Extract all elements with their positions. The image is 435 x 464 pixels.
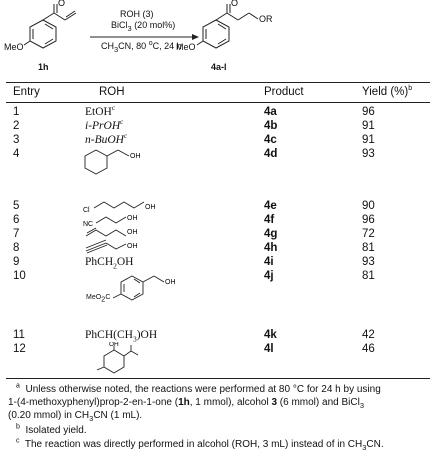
row-12-roh-structure <box>84 342 154 376</box>
row-11-roh: $PhCH(CH_3)OH$ <box>85 329 158 344</box>
row-11-entry: 11 <box>13 329 25 341</box>
row-9-yield: 93 <box>362 256 375 268</box>
header-roh: ROH <box>99 86 125 98</box>
table-header-rule <box>6 102 430 103</box>
reactant-benzene-ring <box>30 20 56 48</box>
row-8-yield: 81 <box>362 242 375 254</box>
header-product: Product <box>264 86 304 98</box>
row-4-product: 4d <box>264 148 278 160</box>
row-9-product: 4i <box>264 256 274 268</box>
svg-text:Cl: Cl <box>83 207 90 214</box>
row-2-entry: 2 <box>13 120 20 132</box>
row-2-roh: i-PrOH$^c$ <box>85 118 124 132</box>
row-7-product: 4g <box>264 228 278 240</box>
reactant-substituent: MeO <box>4 42 24 52</box>
row-12-product: 4l <box>264 343 274 355</box>
row-6-yield: 96 <box>362 214 375 226</box>
product-group: OR <box>259 14 273 24</box>
row-11-yield: 42 <box>362 329 375 341</box>
header-yield: Yield (%)$^b$ <box>362 85 413 98</box>
row-4-roh-structure <box>82 146 162 180</box>
table-bottom-rule <box>6 378 430 379</box>
row-10-entry: 10 <box>13 270 26 282</box>
row-12-yield: 46 <box>362 343 375 355</box>
reactant-label: 1h <box>38 62 49 72</box>
row-11-product: 4k <box>264 329 277 341</box>
row-1-roh: EtOH$^c$ <box>85 104 115 118</box>
svg-text:OH: OH <box>127 215 138 222</box>
svg-text:OH: OH <box>127 243 138 250</box>
reaction-conditions: $CH_3CN$, 80 $^o$C, 24 h <box>101 40 182 54</box>
row-10-yield: 81 <box>362 270 375 282</box>
row-8-entry: 8 <box>13 242 20 254</box>
row-3-entry: 3 <box>13 134 20 146</box>
row-5-yield: 90 <box>362 200 375 212</box>
svg-text:OH: OH <box>130 153 141 160</box>
svg-text:OH: OH <box>165 279 176 286</box>
product-benzene-ring <box>203 20 229 48</box>
row-5-entry: 5 <box>13 200 20 212</box>
svg-text:NC: NC <box>83 221 94 228</box>
product-label: 4a-l <box>211 62 227 72</box>
row-7-yield: 72 <box>362 228 375 240</box>
reagent-line-2: BiCl$_3$ (20 mol%) <box>111 20 176 33</box>
footnote-c: $^c$ The reaction was directly performed in alcohol (ROH, 3 mL) instead of in $CH_3CN$. <box>16 437 384 452</box>
reagent-line-1: ROH (3) <box>120 9 154 19</box>
row-2-product: 4b <box>264 120 278 132</box>
reaction-arrowhead <box>192 34 199 40</box>
row-8-roh-structure <box>82 238 182 254</box>
row-3-yield: 91 <box>362 134 375 146</box>
footnote-a: $^a$ Unless otherwise noted, the reactions were performed at 80 °C for 24 h by using 1-(4-methoxyphenyl)prop-2-en-1-one (1h, 1 mmol), alcohol 3 (6 mmol) and BiCl$_3$ (0.20 mmol) in $CH_3CN$ (1 mL). <box>8 382 381 423</box>
row-1-yield: 96 <box>362 106 375 118</box>
row-1-product: 4a <box>264 106 277 118</box>
row-10-roh-substituent: MeO$_2$C <box>86 294 111 304</box>
row-6-entry: 6 <box>13 214 20 226</box>
row-4-yield: 93 <box>362 148 375 160</box>
row-3-product: 4c <box>264 134 277 146</box>
header-entry: Entry <box>13 86 40 98</box>
row-2-yield: 91 <box>362 120 375 132</box>
row-7-entry: 7 <box>13 228 20 240</box>
row-6-product: 4f <box>264 214 275 226</box>
svg-text:OH: OH <box>127 229 138 236</box>
row-12-entry: 12 <box>13 343 26 355</box>
table-top-rule <box>6 82 430 83</box>
row-8-product: 4h <box>264 242 278 254</box>
row-5-product: 4e <box>264 200 277 212</box>
row-3-roh: n-BuOH$^c$ <box>85 132 128 146</box>
row-1-entry: 1 <box>13 106 20 118</box>
svg-text:OH: OH <box>145 204 156 211</box>
svg-text:O: O <box>58 0 66 8</box>
svg-text:O: O <box>231 0 239 8</box>
row-4-entry: 4 <box>13 148 20 160</box>
row-10-product: 4j <box>264 270 274 282</box>
row-9-entry: 9 <box>13 256 20 268</box>
footnote-b: $^b$ Isolated yield. <box>16 423 87 436</box>
row-9-roh: PhCH$_2$OH <box>85 256 134 271</box>
product-substituent: MeO <box>176 42 196 52</box>
svg-text:OH: OH <box>109 342 119 348</box>
